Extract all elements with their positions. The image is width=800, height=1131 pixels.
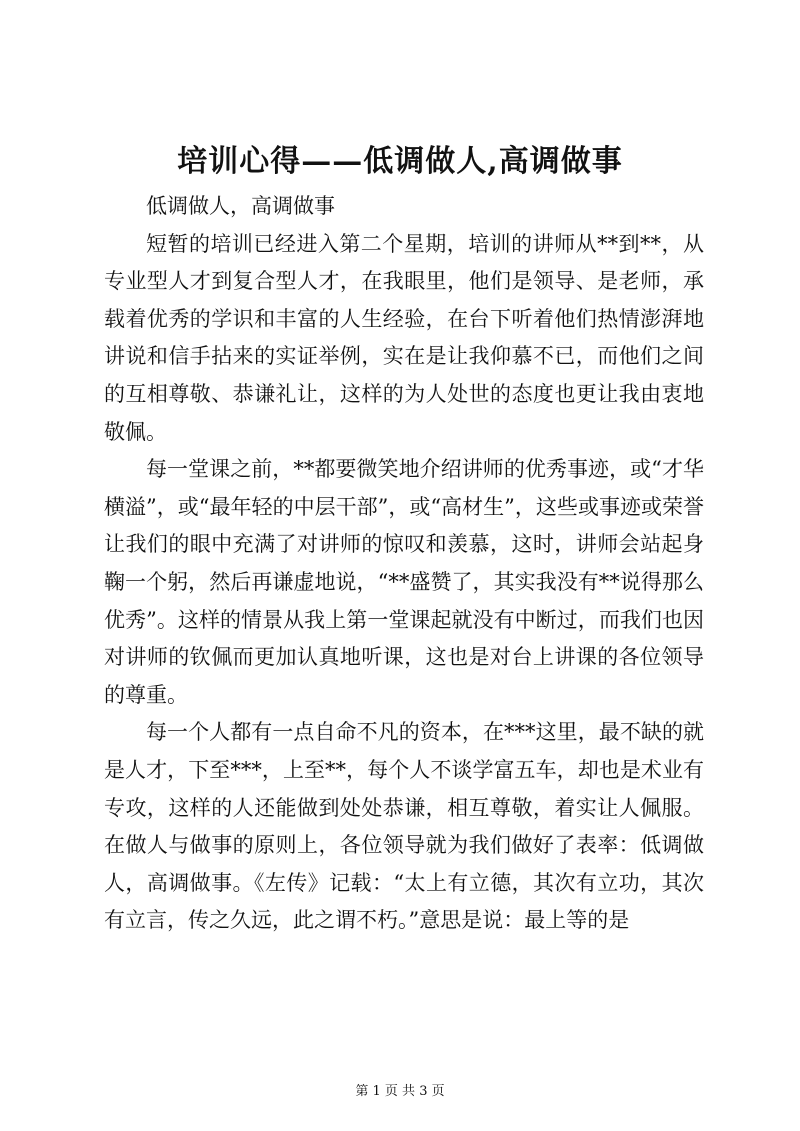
body-paragraph: 每一个人都有一点自命不凡的资本，在***这里，最不缺的就是人才，下至***，上至**，每个人不谈学富五车，却也是术业有专攻，这样的人还能做到处处恭谦，相互尊敬，着实让人佩服。在做人与做事的原则上，各位领导就为我们做好了表率：低调做人，高调做事。《左传》记载：“太上有立德，其次有立功，其次有立言，传之久远，此之谓不朽。”意思是说：最上等的是 <box>104 720 704 933</box>
page-footer: 第 1 页 共 3 页 <box>355 1084 445 1099</box>
document-title: 培训心得——低调做人,高调做事 <box>177 144 623 179</box>
subtitle-paragraph: 低调做人，高调做事 <box>146 194 335 218</box>
document-body <box>104 188 704 940</box>
body-paragraph: 每一堂课之前，**都要微笑地介绍讲师的优秀事迹，或“才华横溢”，或“最年轻的中层干部”，或“高材生”，这些或事迹或荣誉让我们的眼中充满了对讲师的惊叹和羡慕，这时，讲师会站起身鞠一个躬，然后再谦虚地说，“**盛赞了，其实我没有**说得那么优秀”。这样的情景从我上第一堂课起就没有中断过，而我们也因对讲师的钦佩而更加认真地听课，这也是对台上讲课的各位领导的尊重。 <box>104 457 704 707</box>
body-paragraph: 短暂的培训已经进入第二个星期，培训的讲师从**到**，从专业型人才到复合型人才，在我眼里，他们是领导、是老师，承载着优秀的学识和丰富的人生经验，在台下听着他们热情澎湃地讲说和信手拈来的实证举例，实在是让我仰慕不已，而他们之间的互相尊敬、恭谦礼让，这样的为人处世的态度也更让我由衷地敬佩。 <box>104 231 704 444</box>
